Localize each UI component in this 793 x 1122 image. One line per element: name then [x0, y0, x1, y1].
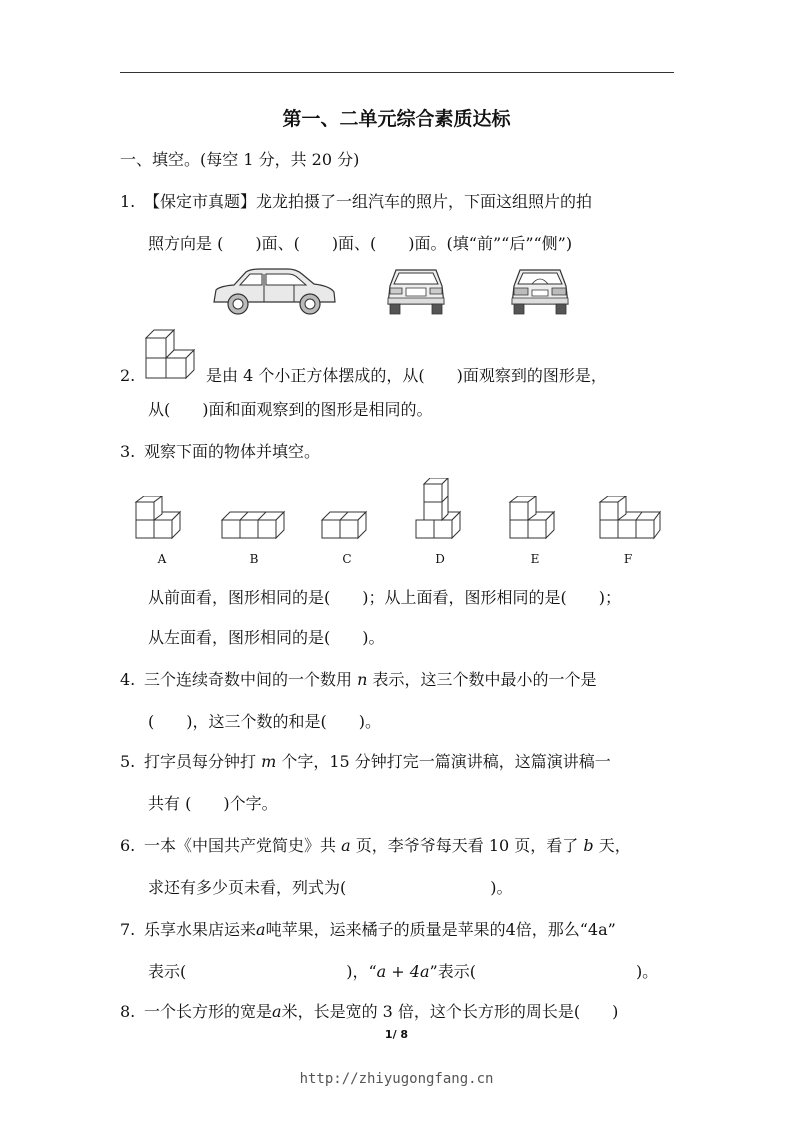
figure-e-cubes	[508, 496, 564, 542]
question-number: 7.	[120, 920, 136, 939]
question-text: 米，长是宽的 3 倍，这个长方形的周长是( )	[281, 1002, 619, 1021]
figure-a-cubes	[134, 496, 188, 542]
question-7-line2	[148, 962, 658, 982]
question-text: 三个连续奇数中间的一个数用	[144, 670, 358, 689]
question-5-line2: 共有 ( )个字。	[148, 794, 278, 813]
car-back-image	[508, 266, 572, 318]
question-4-line2: ( )，这三个数的和是( )。	[148, 712, 381, 731]
question-number: 5.	[120, 752, 136, 771]
top-rule	[120, 72, 674, 73]
car-side-image	[210, 266, 338, 318]
question-4	[120, 670, 597, 690]
question-text: 乐享水果店运来	[144, 920, 257, 939]
question-text: 天，	[593, 836, 631, 855]
question-8	[120, 1002, 618, 1022]
question-5	[120, 752, 611, 772]
question-2-text: 是由 4 个小正方体摆成的，从( )面观察到的图形是，	[206, 366, 607, 385]
question-text: 打字员每分钟打	[144, 752, 262, 771]
figure-label: F	[623, 552, 633, 566]
variable-a: a	[256, 920, 266, 939]
cube-stack-image	[144, 328, 204, 380]
question-6	[120, 836, 631, 856]
question-number: 1.	[120, 192, 136, 211]
variable-m: m	[261, 752, 277, 771]
figure-label: A	[157, 552, 167, 566]
question-1-line2: 照方向是 ( )面、( )面、( )面。(填“前”“后”“侧”)	[148, 234, 573, 253]
question-7	[120, 920, 616, 940]
question-6-line2: 求还有多少页未看，列式为( )。	[148, 878, 513, 897]
question-text: 表示，这三个数中最小的一个是	[367, 670, 597, 689]
figure-b-cubes	[220, 510, 290, 542]
question-number: 4.	[120, 670, 136, 689]
question-text: ”表示( )。	[429, 962, 659, 981]
question-1	[120, 192, 592, 212]
footer-url[interactable]: http://zhiyugongfang.cn	[299, 1071, 494, 1087]
question-number: 3.	[120, 442, 136, 461]
question-text: 【保定市真题】龙龙拍摄了一组汽车的照片，下面这组照片的拍	[144, 192, 593, 211]
question-text: 页，李爷爷每天看 10 页，看了	[350, 836, 584, 855]
car-front-image	[384, 266, 448, 318]
question-2-line2: 从( )面和面观察到的图形是相同的。	[148, 400, 433, 419]
variable-b: b	[583, 836, 594, 855]
question-text: 表示( )，“	[148, 962, 377, 981]
question-text: 一个长方形的宽是	[144, 1002, 273, 1021]
figure-f-cubes	[598, 496, 662, 542]
figure-label: E	[530, 552, 540, 566]
figure-d-cubes	[414, 478, 470, 542]
variable-n: n	[357, 670, 368, 689]
question-text: 一本《中国共产党简史》共	[144, 836, 342, 855]
page-title: 第一、二单元综合素质达标	[282, 108, 511, 130]
page-number: 1/ 8	[384, 1028, 409, 1041]
question-3-line3: 从左面看，图形相同的是( )。	[148, 628, 385, 647]
question-text: 观察下面的物体并填空。	[144, 442, 321, 461]
question-3-line2: 从前面看，图形相同的是( )；从上面看，图形相同的是( )；	[148, 588, 621, 607]
figure-label: B	[249, 552, 259, 566]
variable-a: a	[272, 1002, 282, 1021]
question-2-number: 2.	[120, 366, 136, 385]
figure-c-cubes	[320, 510, 376, 542]
section-heading: 一、填空。(每空 1 分，共 20 分)	[120, 150, 360, 169]
variable-a: a	[341, 836, 351, 855]
figure-label: D	[435, 552, 445, 566]
figure-label: C	[342, 552, 352, 566]
question-text: 吨苹果，运来橘子的质量是苹果的4倍，那么“4a”	[265, 920, 616, 939]
question-3	[120, 442, 320, 462]
question-number: 6.	[120, 836, 136, 855]
question-number: 8.	[120, 1002, 136, 1021]
question-text: 个字，15 分钟打完一篇演讲稿，这篇演讲稿一	[276, 752, 611, 771]
expression: a + 4a	[376, 962, 430, 981]
